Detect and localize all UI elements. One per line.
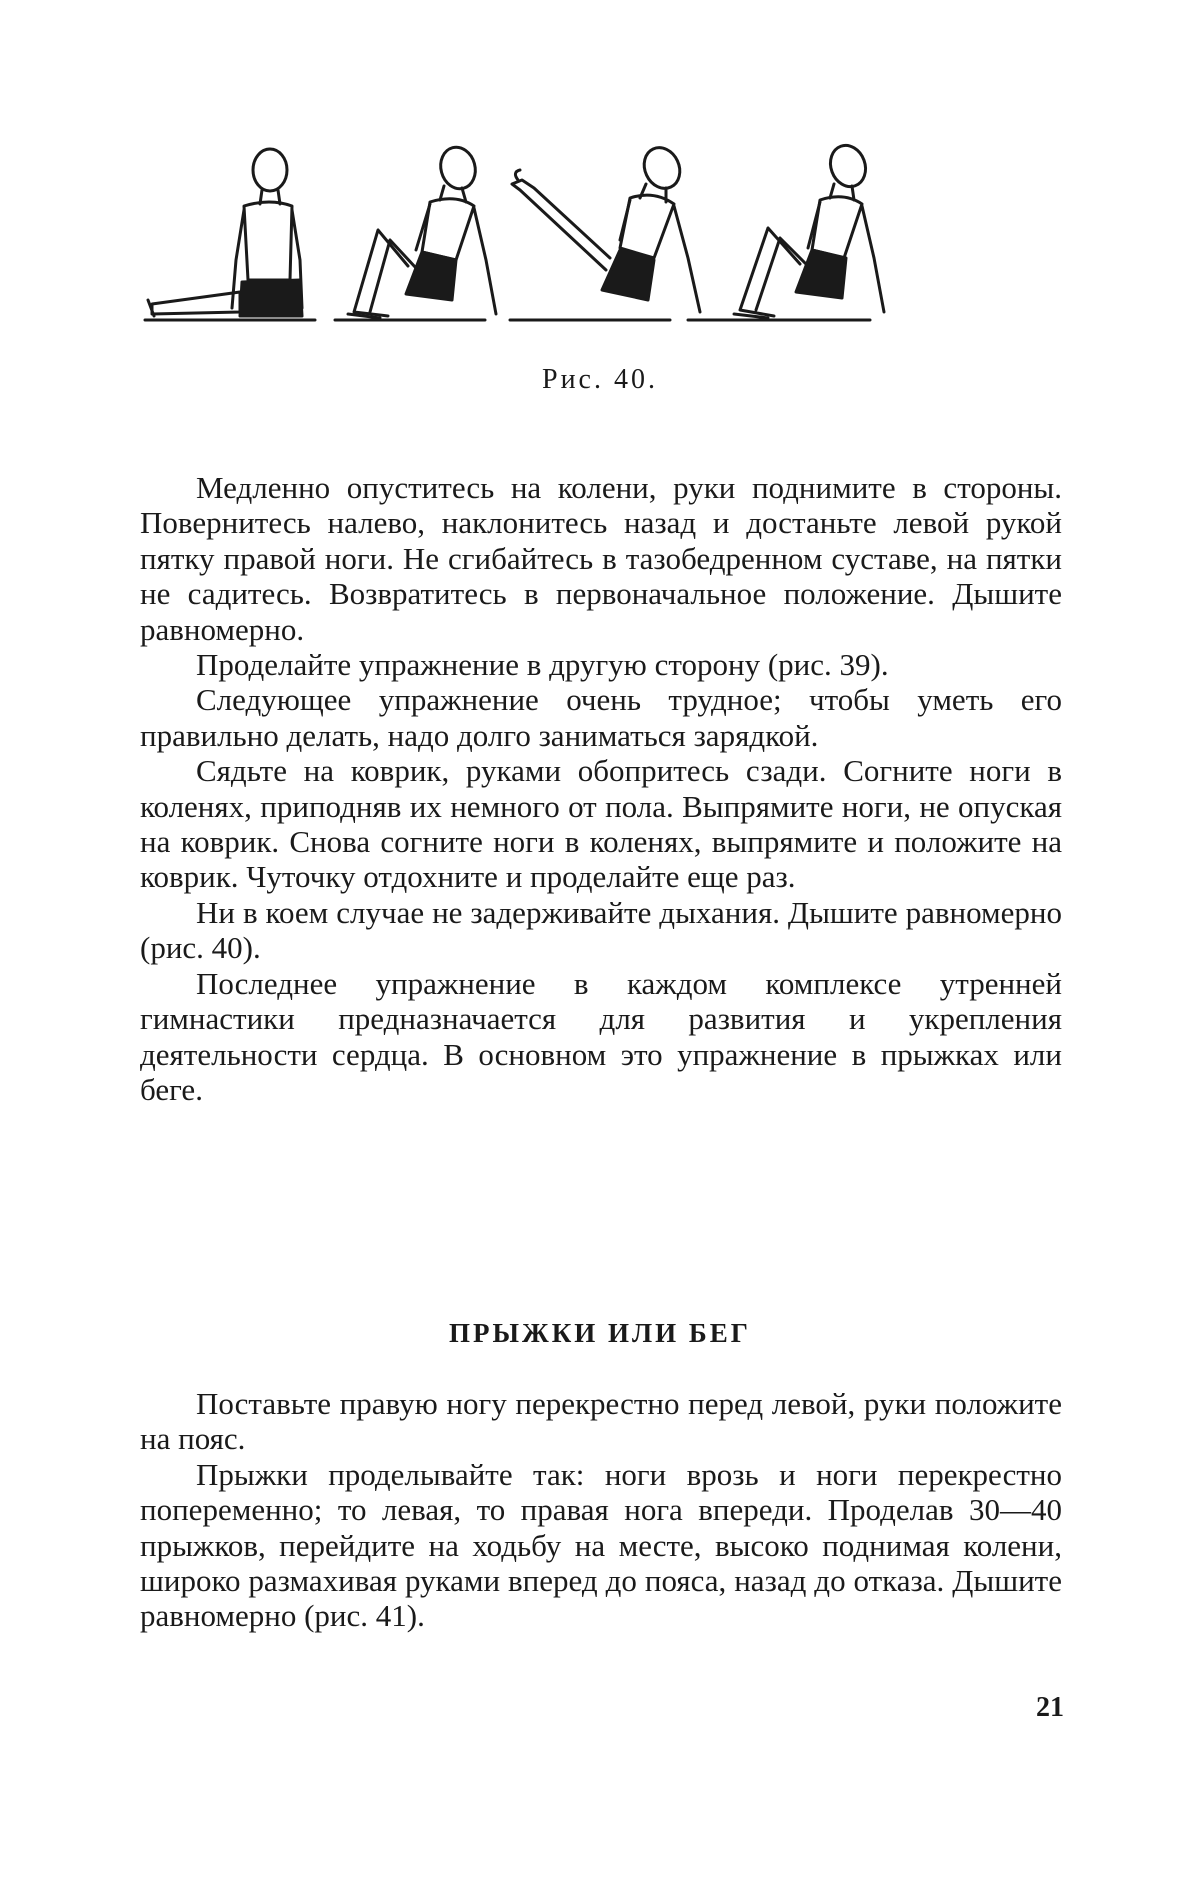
section-heading: ПРЫЖКИ ИЛИ БЕГ xyxy=(0,1318,1200,1349)
book-page xyxy=(0,0,1200,1880)
figure-pose-2 xyxy=(348,143,496,318)
page-number: 21 xyxy=(1036,1692,1064,1724)
paragraph: Поставьте правую ногу перекрестно перед левой, руки положите на пояс. xyxy=(140,1386,1062,1457)
paragraph: Сядьте на коврик, руками обопритесь сзади. Согните ноги в коленях, приподняв их немного от пола. Выпрямите ноги, не опуская на коврик. Снова согните ноги в коленях, выпрямите и положите на коврик. Чуточку отдохните и проделайте еще раз. xyxy=(140,753,1062,895)
figure-pose-1 xyxy=(148,149,302,316)
figure-pose-4 xyxy=(734,140,884,318)
paragraph: Ни в коем случае не задерживайте дыхания. Дышите равномерно (рис. 40). xyxy=(140,895,1062,966)
paragraph: Проделайте упражнение в другую сторону (рис. 39). xyxy=(140,647,1062,682)
figure-caption: Рис. 40. xyxy=(0,364,1200,396)
figure-pose-3 xyxy=(512,142,700,312)
section-text xyxy=(140,1386,1062,1634)
main-text xyxy=(140,470,1062,1107)
paragraph: Последнее упражнение в каждом комплексе утренней гимнастики предназначается для развития и укрепления деятельности сердца. В основном это упражнение в прыжках или беге. xyxy=(140,966,1062,1108)
paragraph: Прыжки проделывайте так: ноги врозь и ноги перекрестно попеременно; то левая, то правая нога впереди. Проделав 30—40 прыжков, перейдите на ходьбу на месте, высоко поднимая колени, широко размахивая руками вперед до пояса, назад до отказа. Дышите равномерно (рис. 41). xyxy=(140,1457,1062,1634)
exercise-figure-illustration xyxy=(140,140,1070,330)
paragraph: Медленно опуститесь на колени, руки поднимите в стороны. Повернитесь налево, наклонитесь назад и достаньте левой рукой пятку правой ноги. Не сгибайтесь в тазобедренном суставе, на пятки не садитесь. Возвратитесь в первоначальное положение. Дышите равномерно. xyxy=(140,470,1062,647)
paragraph: Следующее упражнение очень трудное; чтобы уметь его правильно делать, надо долго заниматься зарядкой. xyxy=(140,682,1062,753)
figure-drawing xyxy=(140,140,1070,330)
